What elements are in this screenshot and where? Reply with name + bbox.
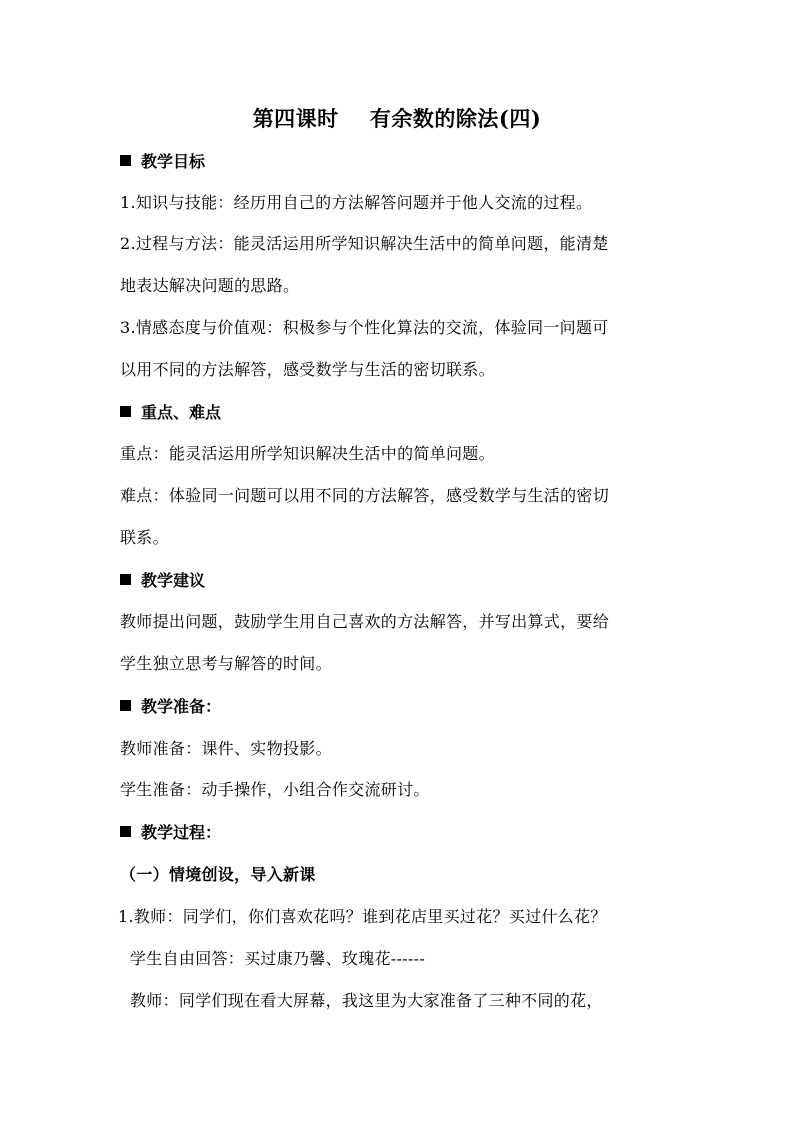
- page-title: 第四课时 有余数的除法(四): [252, 106, 542, 131]
- section-heading-text: 教学准备：: [141, 697, 222, 716]
- square-bullet-icon: [120, 406, 131, 417]
- paragraph-line: 以用不同的方法解答，感受数学与生活的密切联系。: [120, 360, 495, 379]
- section-heading-goals: [120, 149, 205, 172]
- section-heading-process: [120, 820, 221, 843]
- paragraph-line: 教师提出问题，鼓励学生用自己喜欢的方法解答，并写出算式，要给: [120, 612, 610, 631]
- paragraph-line: 学生自由回答：买过康乃馨、玫瑰花------: [130, 949, 426, 968]
- paragraph-line: 地表达解决问题的思路。: [120, 276, 300, 295]
- section-heading-text: 教学建议: [141, 571, 206, 590]
- paragraph-line: 教师准备：课件、实物投影。: [120, 739, 332, 758]
- square-bullet-icon: [120, 574, 131, 585]
- section-heading-preparation: [120, 694, 221, 717]
- square-bullet-icon: [120, 700, 131, 711]
- section-heading-text: 教学过程：: [141, 823, 222, 842]
- paragraph-line: 难点：体验同一问题可以用不同的方法解答，感受数学与生活的密切: [120, 486, 610, 505]
- paragraph-line: 重点：能灵活运用所学知识解决生活中的简单问题。: [120, 444, 495, 463]
- section-heading-suggestions: [120, 568, 205, 591]
- paragraph-line: 2.过程与方法：能灵活运用所学知识解决生活中的简单问题，能清楚: [120, 234, 609, 253]
- paragraph-line: 1.知识与技能：经历用自己的方法解答问题并于他人交流的过程。: [120, 193, 593, 212]
- square-bullet-icon: [120, 155, 131, 166]
- subsection-heading: （一）情境创设，导入新课: [120, 865, 316, 884]
- section-heading-text: 教学目标: [141, 152, 206, 171]
- square-bullet-icon: [120, 826, 131, 837]
- paragraph-line: 教师：同学们现在看大屏幕，我这里为大家准备了三种不同的花，: [130, 991, 603, 1010]
- paragraph-line: 学生准备：动手操作，小组合作交流研讨。: [120, 780, 430, 799]
- paragraph-line: 1.教师：同学们，你们喜欢花吗？谁到花店里买过花？买过什么花？: [118, 907, 607, 926]
- paragraph-line: 联系。: [120, 528, 169, 547]
- paragraph-line: 学生独立思考与解答的时间。: [120, 654, 332, 673]
- section-heading-text: 重点、难点: [141, 403, 222, 422]
- section-heading-key-points: [120, 400, 221, 423]
- paragraph-line: 3.情感态度与价值观：积极参与个性化算法的交流，体验同一问题可: [120, 318, 609, 337]
